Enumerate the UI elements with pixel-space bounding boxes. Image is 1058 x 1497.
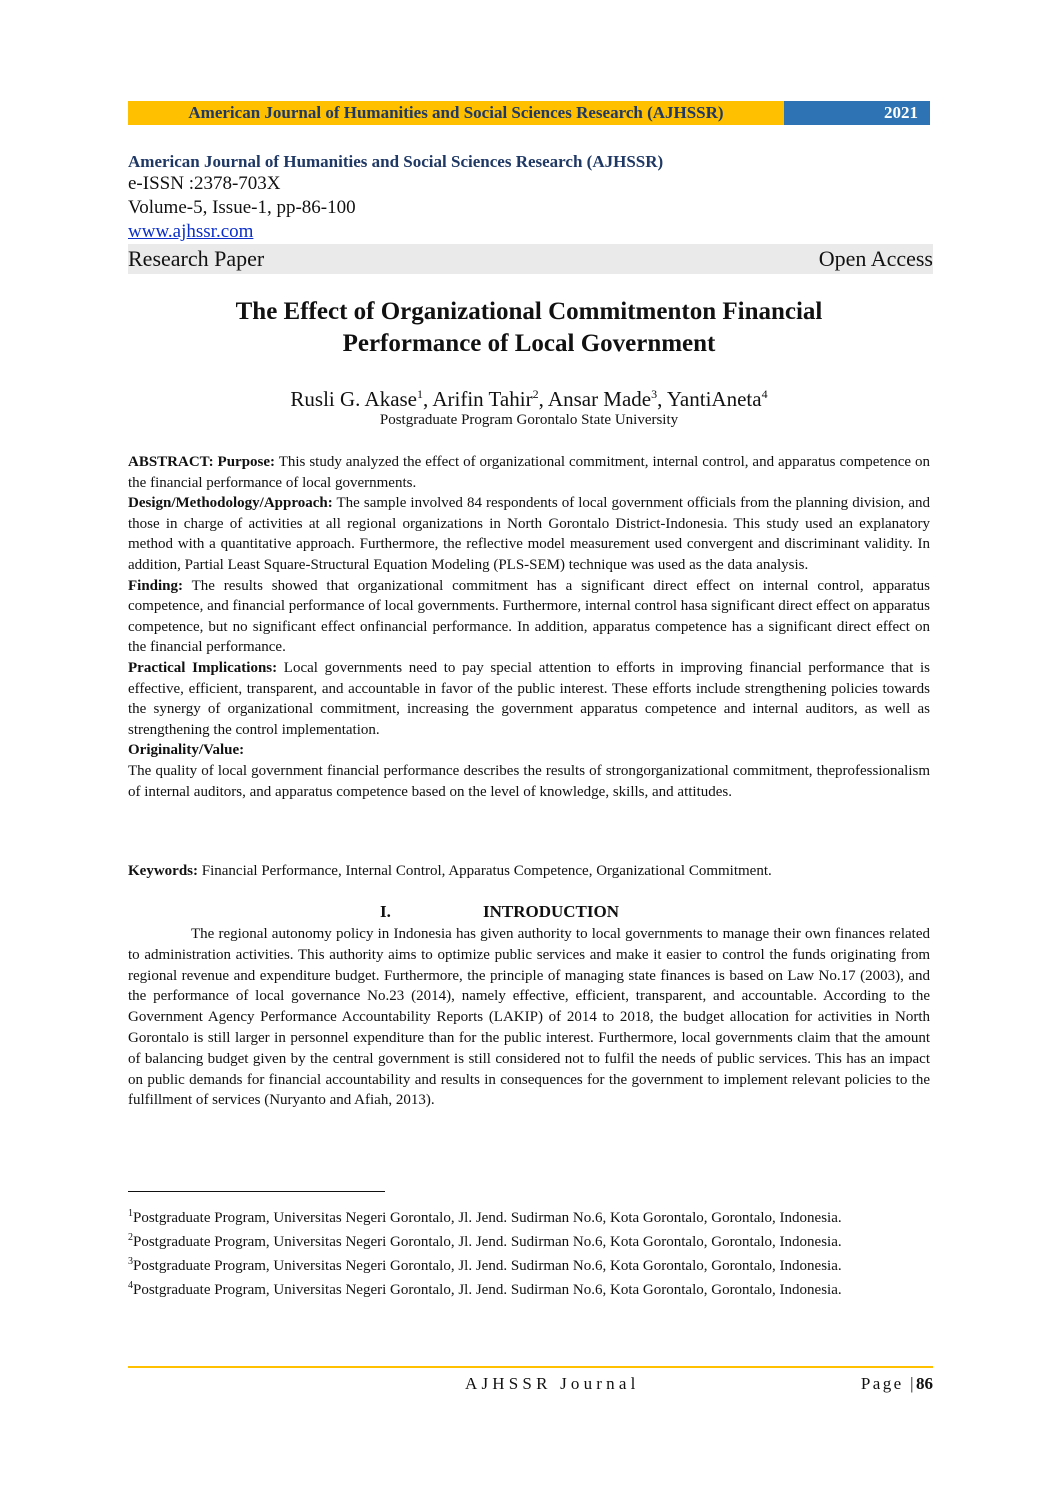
- journal-website-link[interactable]: www.ajhssr.com: [128, 221, 254, 242]
- author-separator: ,: [657, 387, 667, 411]
- author-name: YantiAneta: [666, 387, 762, 411]
- footnote-divider: [128, 1191, 385, 1192]
- abstract-finding: [128, 576, 930, 658]
- implications-text: Local governments need to pay special attention to efforts in improving financial performance that is effective, efficient, transparent, and accountable in favor of the public interest. These efforts include strengthening policies towards the synergy of organizational commitment, increasing the government apparatus competence and internal auditors, as well as strengthening the control implementation.: [128, 659, 930, 738]
- footnotes: [128, 1204, 930, 1300]
- page-label: Page |: [860, 1374, 916, 1393]
- footer-journal-name: AJHSSR Journal: [465, 1374, 640, 1393]
- footer-divider: [128, 1366, 933, 1368]
- keywords-label: Keywords:: [128, 863, 198, 879]
- access-type: Open Access: [818, 246, 933, 271]
- footnote: [128, 1276, 930, 1300]
- author-name: Arifin Tahir: [432, 387, 533, 411]
- header-year: 2021: [784, 101, 930, 125]
- page-footer: [128, 1374, 933, 1396]
- running-header: [128, 101, 930, 125]
- author-separator: ,: [423, 387, 433, 411]
- design-label: Design/Methodology/Approach:: [128, 495, 333, 512]
- design-text: The sample involved 84 respondents of local government officials from the planning division, and those in charge of activities at all regional organizations in North Gorontalo District-Indonesia. This study used an explanatory method with a quantitative approach. Furthermore, the reflective model measurement used convergent and discriminant validity. In addition, Partial Least Square-Structural Equation Modeling (PLS-SEM) technique was used as the data analysis.: [128, 495, 930, 573]
- abstract-heading: ABSTRACT:: [128, 454, 214, 470]
- originality-text: The quality of local government financial performance describes the results of strongorganizational commitment, theprofessionalism of internal auditors, and apparatus competence based on the level of knowledge, skills, and attitudes.: [128, 762, 930, 800]
- footnote-text: Postgraduate Program, Universitas Negeri Gorontalo, Jl. Jend. Sudirman No.6, Kota Gorontalo, Gorontalo, Indonesia.: [133, 1282, 842, 1298]
- paper-title: [128, 296, 930, 360]
- footer-page-number: [861, 1374, 933, 1394]
- footnote-text: Postgraduate Program, Universitas Negeri Gorontalo, Jl. Jend. Sudirman No.6, Kota Gorontalo, Gorontalo, Indonesia.: [133, 1234, 842, 1250]
- introduction-paragraph: The regional autonomy policy in Indonesia has given authority to local governments to manage their own finances related to administration activities. This authority aims to optimize public services and make it easier to control the funds originating from regional revenue and expenditure budget. Furthermore, the principle of managing state finances is based on Law No.17 (2003), and the performance of local governance No.23 (2014), namely effective, efficient, transparent, and accountable. According to the Government Agency Performance Accountability Reports (LAKIP) of 2014 to 2018, the budget allocation for activities in North Gorontalo is still larger in personnel expenditure than for the public interest. Furthermore, local governments claim that the amount of balancing budget given by the central government is still considered not to fulfil the needs of public services. This has an impact on public demands for financial accountability and results in consequences for the government to implement relevant policies to the fulfillment of services (Nuryanto and Afiah, 2013).: [128, 926, 930, 1109]
- abstract-implications: [128, 658, 930, 740]
- footnote-text: Postgraduate Program, Universitas Negeri Gorontalo, Jl. Jend. Sudirman No.6, Kota Gorontalo, Gorontalo, Indonesia.: [133, 1258, 842, 1274]
- abstract-design: [128, 493, 930, 575]
- implications-label: Practical Implications:: [128, 659, 278, 676]
- author-name: Rusli G. Akase: [290, 387, 418, 411]
- section-number: I.: [380, 902, 391, 921]
- journal-issn: e-ISSN :2378-703X: [128, 173, 281, 194]
- originality-label: Originality/Value:: [128, 742, 245, 759]
- footnote-number: 4: [128, 1280, 133, 1291]
- header-journal-title: American Journal of Humanities and Social Sciences Research (AJHSSR): [128, 101, 784, 125]
- author-affiliation-mark: 4: [761, 387, 768, 401]
- section-title: INTRODUCTION: [483, 902, 620, 921]
- author-separator: ,: [538, 387, 548, 411]
- page-number: 86: [916, 1374, 933, 1393]
- footnote-number: 3: [128, 1256, 133, 1267]
- author-affiliation-mark: 2: [532, 387, 539, 401]
- author-affiliation-mark: 1: [417, 387, 424, 401]
- finding-label: Finding:: [128, 577, 184, 594]
- author-name: Ansar Made: [547, 387, 652, 411]
- keywords-text: Financial Performance, Internal Control, Apparatus Competence, Organizational Commitment.: [198, 863, 772, 879]
- footnote: [128, 1228, 930, 1252]
- journal-volume: Volume-5, Issue-1, pp-86-100: [128, 197, 356, 218]
- keywords: [128, 861, 930, 881]
- author-affiliation: Postgraduate Program Gorontalo State University: [379, 412, 679, 428]
- abstract-purpose: [128, 452, 930, 493]
- purpose-label: Purpose:: [217, 454, 276, 470]
- paper-title-line-1: The Effect of Organizational Commitmenton Financial: [235, 298, 823, 325]
- paper-type-row: [128, 244, 933, 274]
- author-list: [128, 381, 930, 412]
- footnote: [128, 1252, 930, 1276]
- abstract: [128, 452, 930, 802]
- paper-title-line-2: Performance of Local Government: [342, 330, 716, 357]
- footnote-text: Postgraduate Program, Universitas Negeri Gorontalo, Jl. Jend. Sudirman No.6, Kota Gorontalo, Gorontalo, Indonesia.: [133, 1210, 842, 1226]
- author-affiliation-mark: 3: [651, 387, 658, 401]
- purpose-text: This study analyzed the effect of organizational commitment, internal control, and apparatus competence on the financial performance of local governments.: [128, 454, 931, 491]
- journal-name: American Journal of Humanities and Social Sciences Research (AJHSSR): [128, 152, 664, 171]
- finding-text: The results showed that organizational commitment has a significant direct effect on internal control, apparatus competence, and financial performance of local governments. Furthermore, internal control hasa significant direct effect on apparatus competence, but no significant effect onfinancial performance. In addition, apparatus competence has a significant direct effect on the financial performance.: [128, 577, 930, 656]
- abstract-originality: [128, 740, 930, 761]
- footnote: [128, 1204, 930, 1228]
- journal-info: [128, 152, 933, 274]
- paper-type: Research Paper: [128, 246, 265, 271]
- footnote-number: 1: [128, 1208, 133, 1219]
- footnote-number: 2: [128, 1232, 133, 1243]
